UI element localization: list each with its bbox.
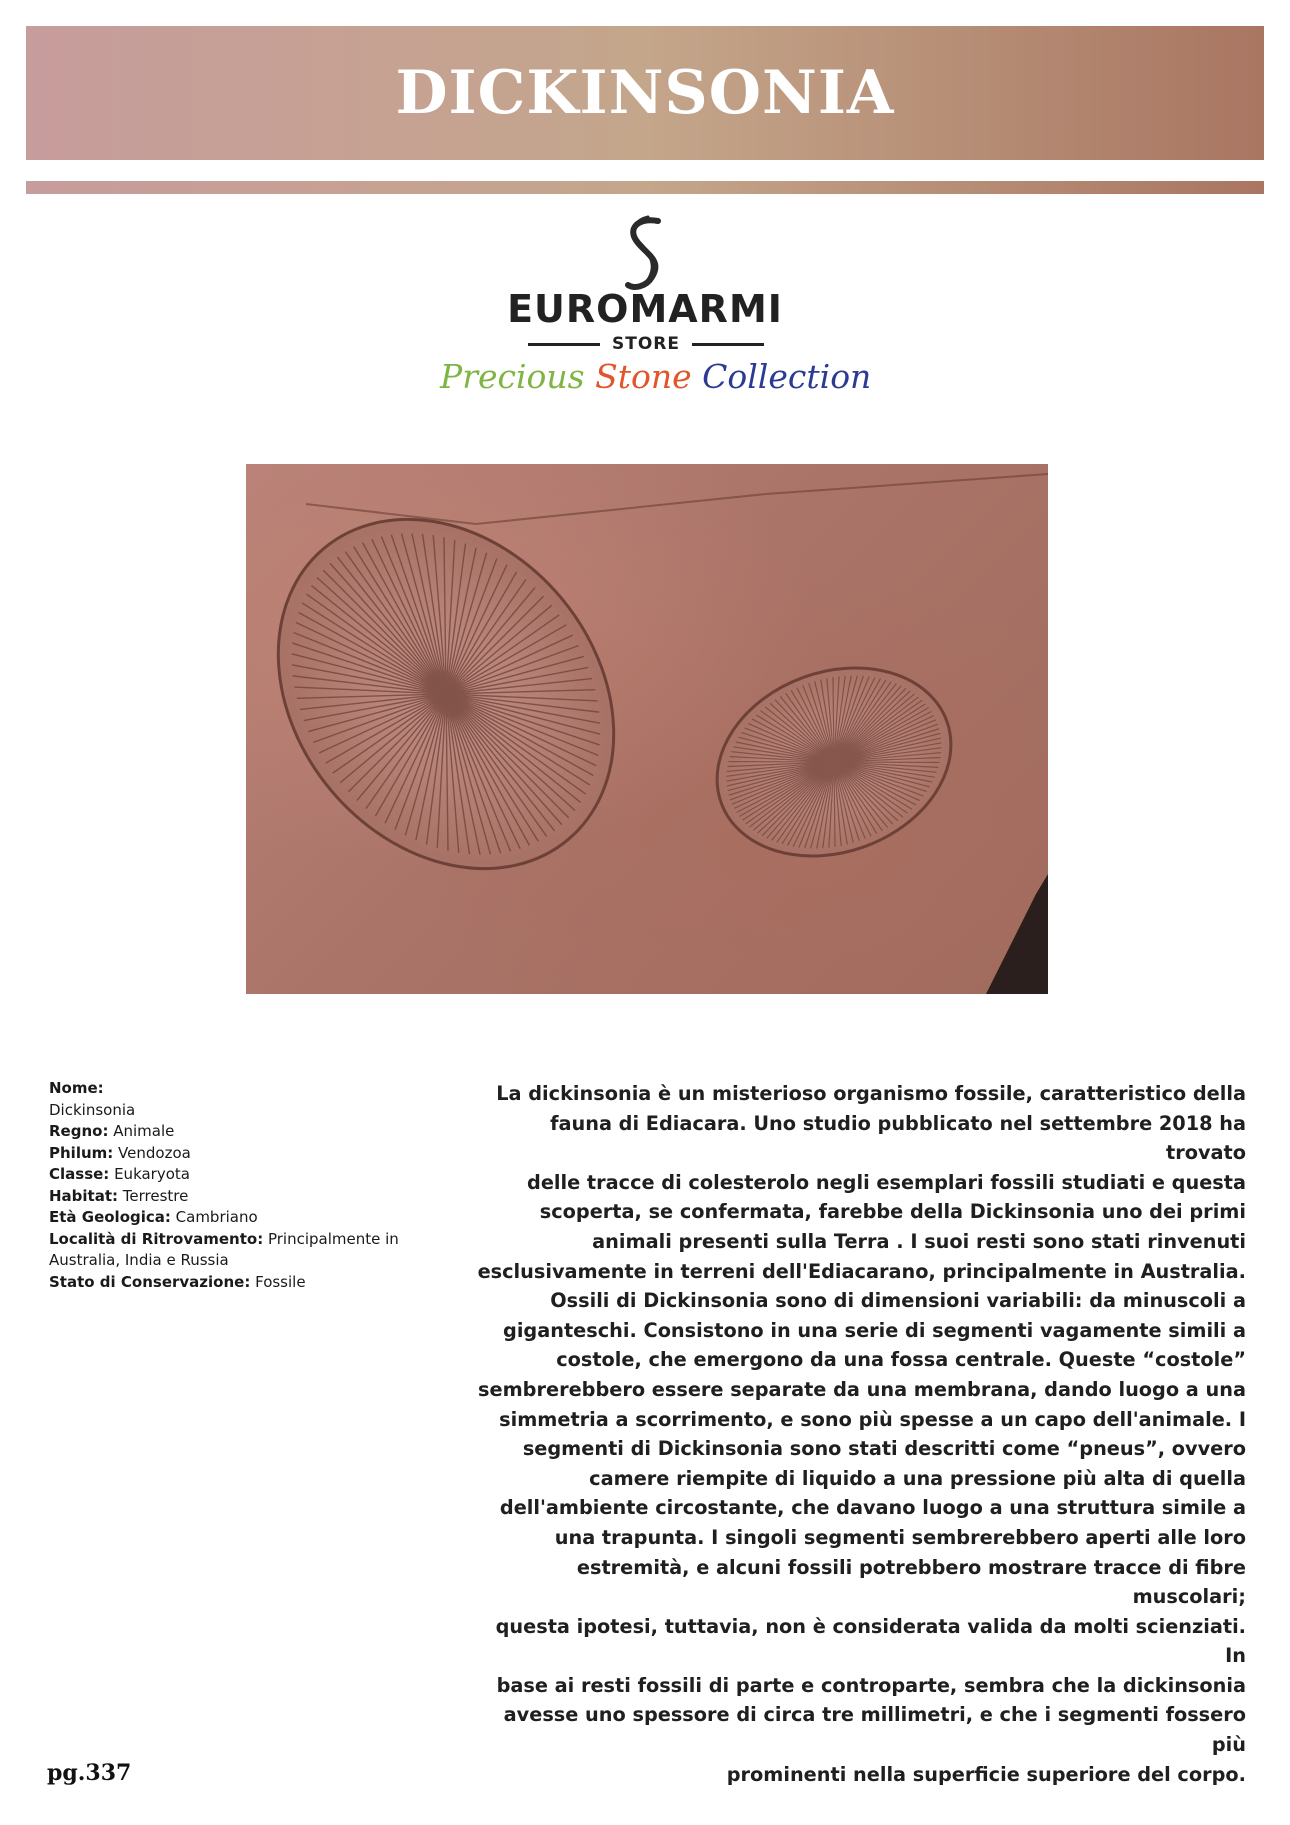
fact-label: Nome: — [49, 1079, 104, 1097]
brand-name: EUROMARMI — [507, 287, 783, 331]
fact-row — [49, 1078, 399, 1100]
description-line: fauna di Ediacara. Uno studio pubblicato nel settembre 2018 ha trovato — [550, 1111, 1246, 1165]
description-text — [470, 1079, 1246, 1789]
description-line: dell'ambiente circostante, che davano luogo a una struttura simile a — [499, 1496, 1246, 1520]
fact-label: Classe: — [49, 1165, 110, 1183]
description-line: delle tracce di colesterolo negli esemplari fossili studiati e questa — [527, 1170, 1246, 1194]
description-line: Ossili di Dickinsonia sono di dimensioni variabili: da minuscoli a — [550, 1289, 1246, 1313]
tagline-stone: Stone — [595, 357, 692, 396]
tagline-collection: Collection — [702, 357, 872, 396]
page-number: pg.337 — [47, 1760, 132, 1786]
description-line: questa ipotesi, tuttavia, non è considerata valida da molti scienziati. In — [495, 1614, 1246, 1668]
description-line: avesse uno spessore di circa tre millimetri, e che i segmenti fossero più — [503, 1703, 1246, 1757]
fact-value: Vendozoa — [113, 1143, 191, 1162]
description-line: esclusivamente in terreni dell'Ediacarano, principalmente in Australia. — [477, 1259, 1246, 1283]
store-rule-right — [692, 343, 764, 346]
fact-row — [49, 1143, 399, 1165]
fact-value: Cambriano — [170, 1208, 258, 1226]
fact-row — [49, 1121, 399, 1143]
tagline-precious: Precious — [440, 357, 585, 396]
description-line: segmenti di Dickinsonia sono stati descritti come “pneus”, ovvero — [522, 1437, 1246, 1461]
description-line: sembrerebbero essere separate da una membrana, dando luogo a una — [478, 1377, 1246, 1401]
description-line: simmetria a scorrimento, e sono più spesse a un capo dell'animale. I — [499, 1407, 1246, 1431]
fact-value: Fossile — [250, 1272, 306, 1291]
description-line: costole, che emergono da una fossa centrale. Queste “costole” — [556, 1348, 1246, 1372]
fact-value: Terrestre — [118, 1186, 189, 1205]
fact-label: Regno: — [49, 1122, 109, 1140]
fact-label: Località di Ritrovamento: — [49, 1229, 264, 1248]
store-rule-left — [528, 343, 600, 346]
page-title: DICKINSONIA — [395, 58, 895, 128]
store-label: STORE — [612, 334, 680, 354]
fact-label: Habitat: — [49, 1186, 119, 1205]
description-line: La dickinsonia è un misterioso organismo fossile, caratteristico della — [496, 1082, 1246, 1105]
fact-sheet — [49, 1078, 399, 1293]
title-banner — [26, 26, 1264, 160]
fact-row — [49, 1272, 399, 1294]
description-line: animali presenti sulla Terra . I suoi resti sono stati rinvenuti — [592, 1229, 1246, 1253]
description-line: una trapunta. I singoli segmenti sembrerebbero aperti alle loro — [554, 1525, 1246, 1549]
fact-label: Philum: — [49, 1143, 114, 1162]
s-monogram-icon — [618, 215, 672, 293]
description-line: prominenti nella superficie superiore del corpo. — [726, 1762, 1246, 1786]
fossil-illustration — [246, 464, 1048, 994]
description-line: giganteschi. Consistono in una serie di segmenti vagamente simili a — [503, 1318, 1246, 1342]
fact-row — [49, 1100, 399, 1122]
fact-value: Animale — [108, 1122, 175, 1140]
fossil-photo — [246, 464, 1048, 994]
fact-label: Stato di Conservazione: — [49, 1272, 251, 1291]
fact-label: Età Geologica: — [49, 1208, 171, 1226]
fact-value: Principalmente in Australia, India e Russia — [49, 1229, 399, 1269]
fact-value: Dickinsonia — [49, 1100, 136, 1119]
large-fossil-imprint — [246, 464, 683, 936]
divider-stripe — [26, 181, 1264, 194]
collection-tagline — [440, 357, 872, 396]
fact-row — [49, 1164, 399, 1186]
description-line: scoperta, se confermata, farebbe della Dickinsonia uno dei primi — [539, 1200, 1246, 1224]
fact-row — [49, 1186, 399, 1208]
description-line: base ai resti fossili di parte e controparte, sembra che la dickinsonia — [496, 1673, 1246, 1697]
fact-row — [49, 1207, 399, 1229]
description-line: camere riempite di liquido a una pressione più alta di quella — [589, 1466, 1246, 1490]
fact-value: Eukaryota — [109, 1165, 190, 1183]
fact-row — [49, 1229, 399, 1272]
store-row — [528, 333, 764, 355]
store-logo — [440, 215, 872, 405]
description-line: estremità, e alcuni fossili potrebbero mostrare tracce di fibre muscolari; — [576, 1555, 1246, 1609]
small-fossil-imprint — [690, 636, 977, 887]
